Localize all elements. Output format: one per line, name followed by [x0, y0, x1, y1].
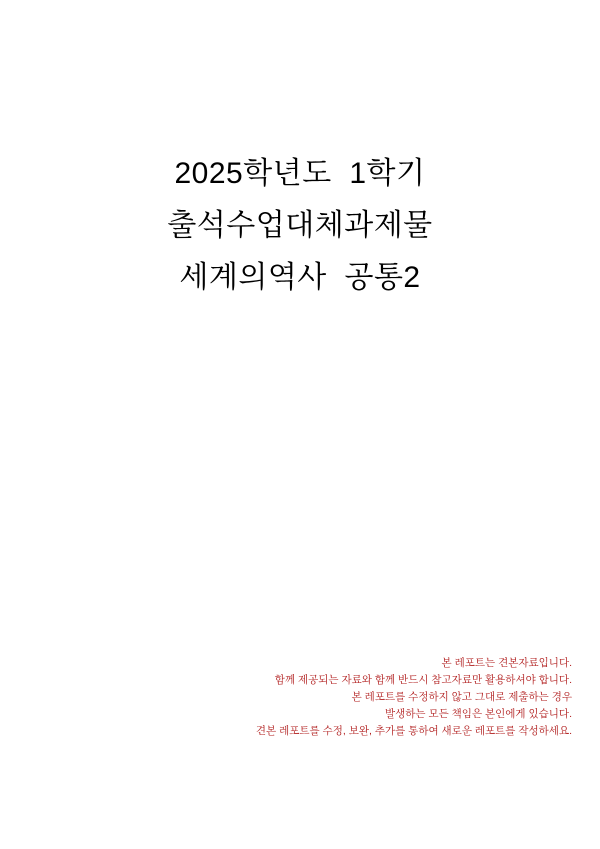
document-title-block — [0, 148, 600, 304]
title-line-course: 세계의역사 공통2 — [179, 261, 421, 294]
notice-line-2: 함께 제공되는 자료와 함께 반드시 참고자료만 활용하셔야 합니다. — [274, 674, 572, 686]
title-line-assignment-type: 출석수업대체과제물 — [167, 209, 433, 242]
notice-line-3: 본 레포트를 수정하지 않고 그대로 제출하는 경우 — [351, 691, 572, 703]
notice-line-1: 본 레포트는 견본자료입니다. — [441, 657, 572, 669]
notice-line-5: 견본 레포트를 수정, 보완, 추가를 통하여 새로운 레포트를 작성하세요. — [255, 725, 572, 737]
title-line-semester: 2025학년도 1학기 — [174, 157, 426, 190]
document-notice-block — [0, 655, 572, 740]
notice-line-4: 발생하는 모든 책임은 본인에게 있습니다. — [384, 708, 572, 720]
